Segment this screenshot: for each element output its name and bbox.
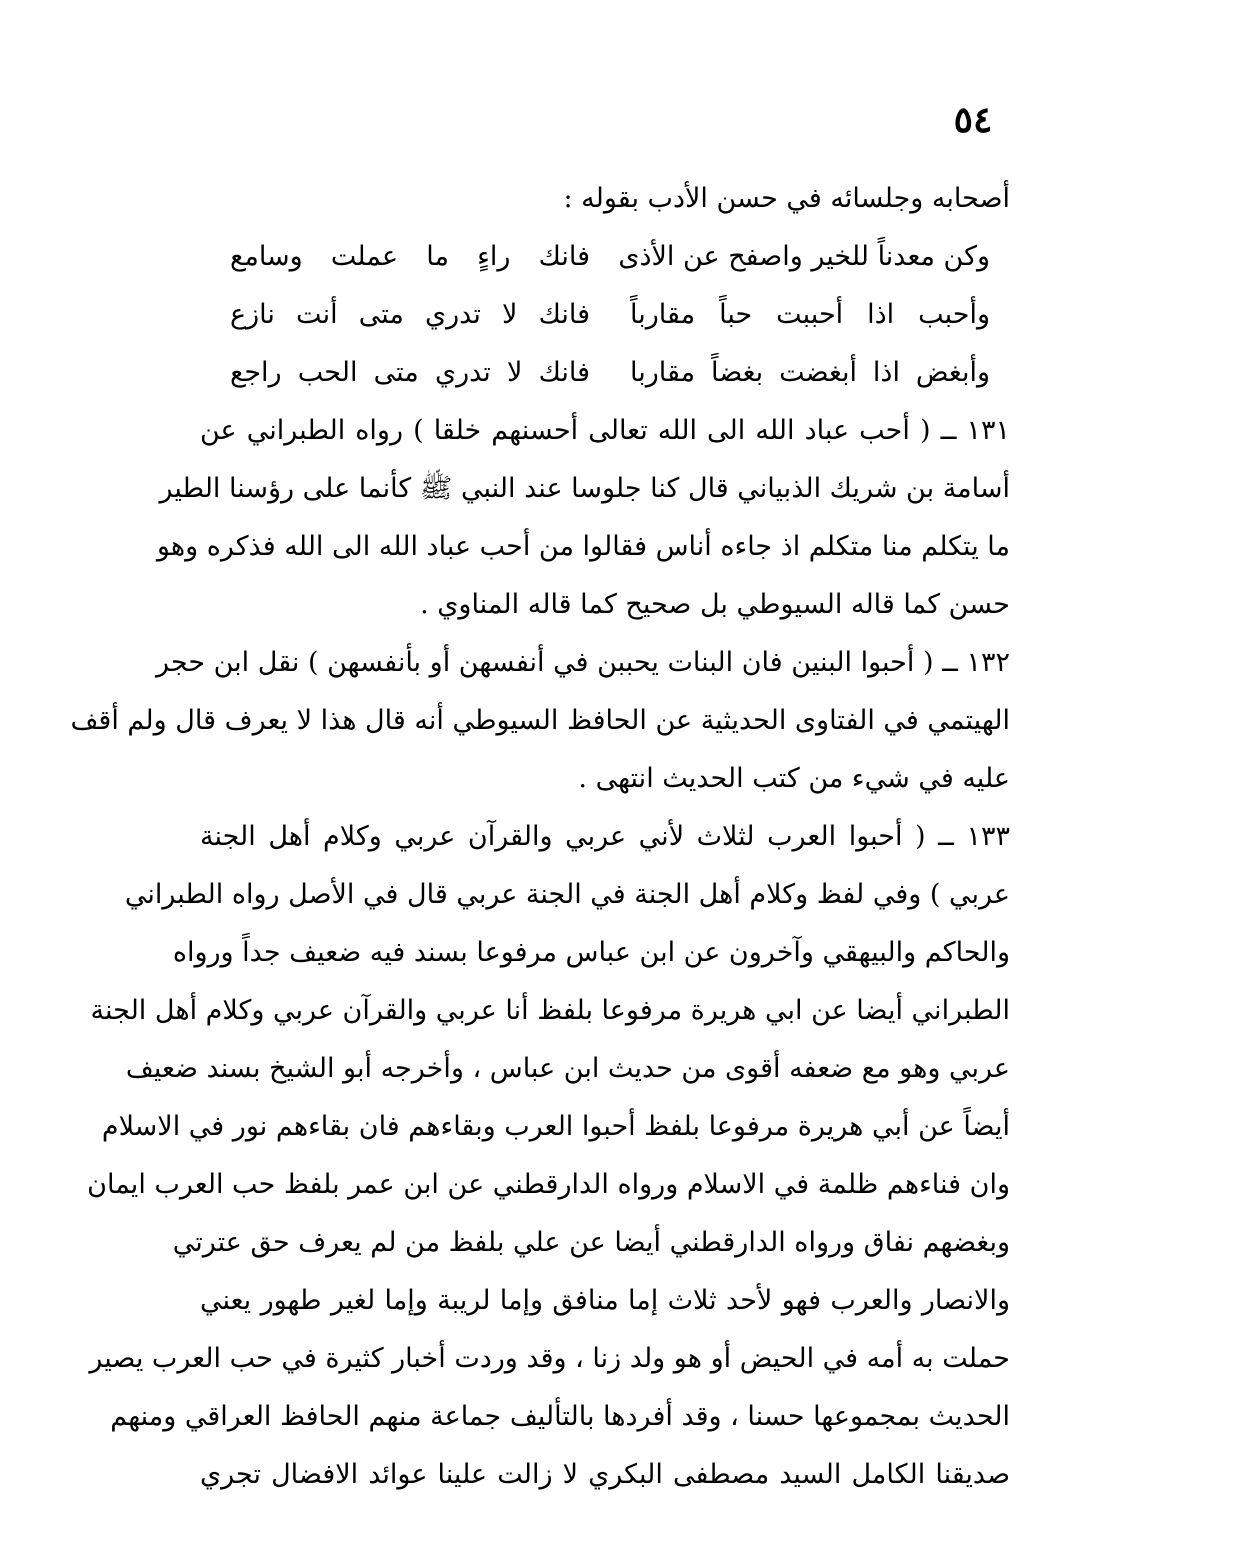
verse-second-hemistich: فانك لا تدري متى أنت نازع: [230, 299, 590, 330]
text-line: والانصار والعرب فهو لأحد ثلاث إما منافق وإما لريبة وإما لغير طهور يعني: [200, 1285, 1010, 1316]
page-body: [70, 170, 1010, 1504]
text-line: الهيتمي في الفتاوى الحديثية عن الحافظ السيوطي أنه قال هذا لا يعرف قال ولم أقف: [70, 705, 1010, 736]
verse-first-hemistich: وأبغض اذا أبغضت بغضاً مقاربا: [630, 357, 990, 388]
verse-second-hemistich: فانك لا تدري متى الحب راجع: [230, 357, 590, 388]
hadith-133-heading: ١٣٣ ــ ( أحبوا العرب لثلاث لأني عربي والقرآن عربي وكلام أهل الجنة: [200, 821, 1010, 852]
poem-verse: [200, 286, 1010, 344]
text-line: صديقنا الكامل السيد مصطفى البكري لا زالت علينا عوائد الافضال تجري: [200, 1459, 1010, 1490]
hadith-132-heading: ١٣٢ ــ ( أحبوا البنين فان البنات يحببن في أنفسهن أو بأنفسهن ) نقل ابن حجر: [156, 647, 1010, 678]
text-line: أصحابه وجلسائه في حسن الأدب بقوله :: [563, 183, 1010, 214]
text-line: حملت به أمه في الحيض أو هو ولد زنا ، وقد وردت أخبار كثيرة في حب العرب يصير: [89, 1343, 1010, 1374]
text-line: الطبراني أيضا عن ابي هريرة مرفوعا بلفظ أنا عربي والقرآن عربي وكلام أهل الجنة: [90, 995, 1010, 1026]
poem-verse: [200, 228, 1010, 286]
verse-second-hemistich: فانك راءٍ ما عملت وسامع: [230, 241, 590, 272]
text-line: حسن كما قاله السيوطي بل صحيح كما قاله المناوي .: [420, 589, 1010, 620]
page-number: ٥٤: [953, 99, 993, 141]
text-line: الحديث بمجموعها حسنا ، وقد أفردها بالتأليف جماعة منهم الحافظ العراقي ومنهم: [110, 1401, 1010, 1432]
text-line: وبغضهم نفاق ورواه الدارقطني أيضا عن علي بلفظ من لم يعرف حق عترتي: [172, 1227, 1010, 1258]
text-line: عليه في شيء من كتب الحديث انتهى .: [578, 763, 1010, 794]
verse-first-hemistich: وكن معدناً للخير واصفح عن الأذى: [618, 241, 990, 272]
text-line: والحاكم والبيهقي وآخرون عن ابن عباس مرفوعا بسند فيه ضعيف جداً ورواه: [172, 937, 1010, 968]
verse-first-hemistich: وأحبب اذا أحببت حباً مقارباً: [630, 299, 990, 330]
text-line: عربي وهو مع ضعفه أقوى من حديث ابن عباس ، وأخرجه أبو الشيخ بسند ضعيف: [125, 1053, 1010, 1084]
text-line: عربي ) وفي لفظ وكلام أهل الجنة في الجنة عربي قال في الأصل رواه الطبراني: [124, 879, 1010, 910]
text-line: أيضاً عن أبي هريرة مرفوعا بلفظ أحبوا العرب وبقاءهم فان بقاءهم نور في الاسلام: [101, 1111, 1010, 1142]
text-line: وان فناءهم ظلمة في الاسلام ورواه الدارقطني عن ابن عمر بلفظ حب العرب ايمان: [87, 1169, 1010, 1200]
text-line: ما يتكلم منا متكلم اذ جاءه أناس فقالوا من أحب عباد الله الى الله فذكره وهو: [156, 531, 1010, 562]
hadith-131-heading: ١٣١ ــ ( أحب عباد الله الى الله تعالى أحسنهم خلقا ) رواه الطبراني عن: [200, 415, 1010, 446]
text-line: أسامة بن شريك الذبياني قال كنا جلوسا عند النبي ﷺ كأنما على رؤسنا الطير: [159, 473, 1010, 504]
poem-verse: [200, 344, 1010, 402]
